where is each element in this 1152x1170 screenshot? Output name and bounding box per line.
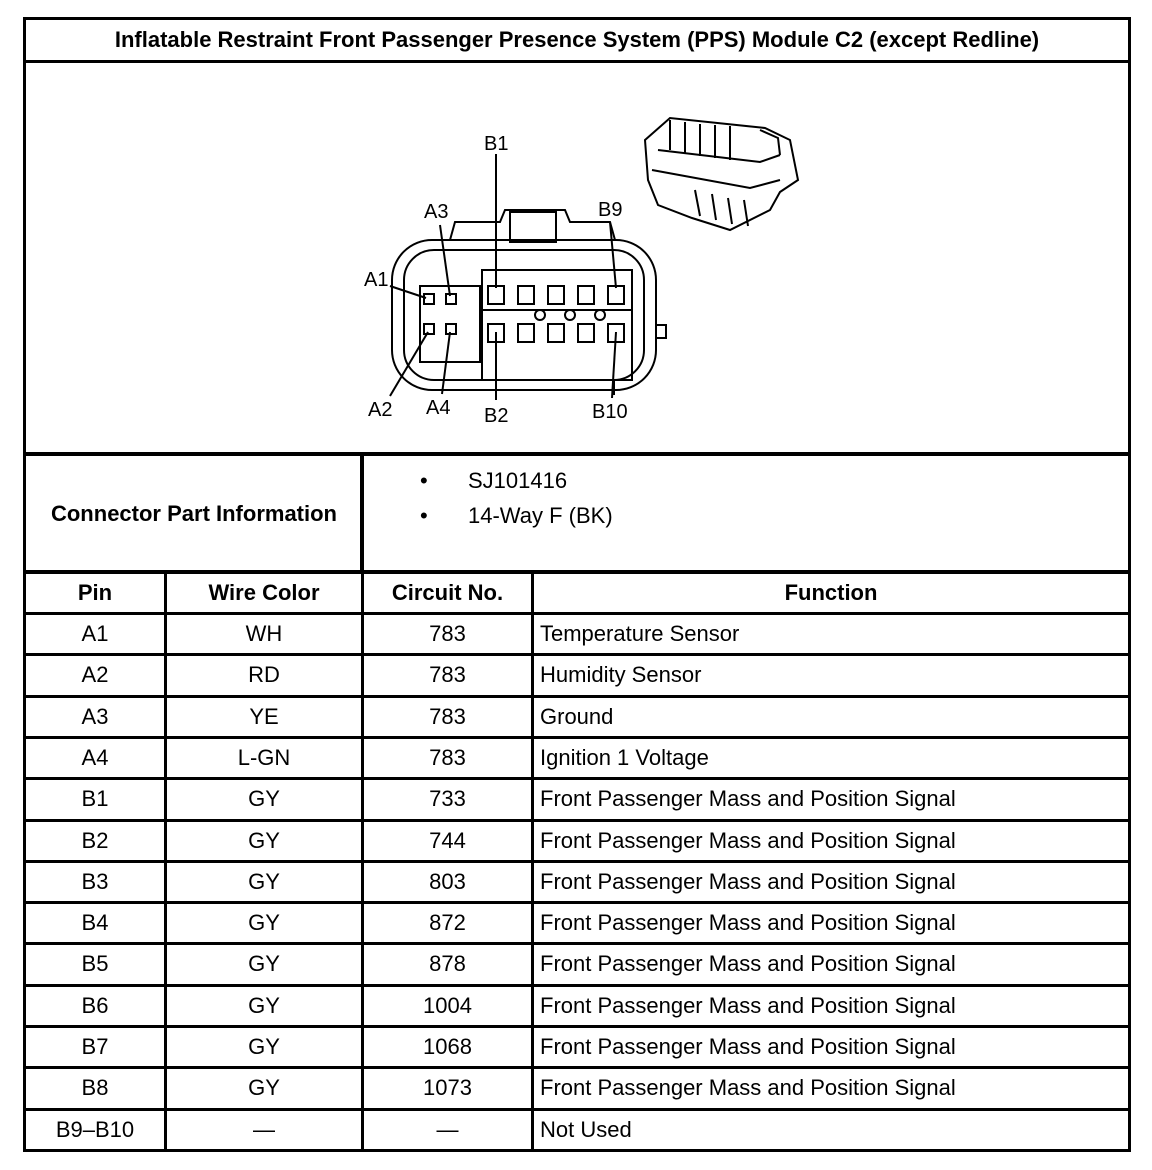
connector-diagram bbox=[340, 110, 820, 440]
leader-a2 bbox=[390, 332, 428, 396]
cell-wire-color: GY bbox=[248, 827, 280, 853]
part-number: SJ101416 bbox=[468, 468, 568, 493]
cell-circuit-no: 1004 bbox=[423, 992, 472, 1018]
cell-pin: B8 bbox=[81, 1074, 109, 1100]
diagram-separator bbox=[23, 452, 1131, 456]
cell-circuit-no: — bbox=[436, 1116, 459, 1142]
cell-circuit-no: 783 bbox=[429, 661, 466, 687]
cell-function: Ignition 1 Voltage bbox=[540, 744, 709, 770]
pin-label-b10: B10 bbox=[592, 401, 628, 423]
cell-function: Front Passenger Mass and Position Signal bbox=[540, 868, 956, 894]
cell-function: Front Passenger Mass and Position Signal bbox=[540, 827, 956, 853]
cell-function: Ground bbox=[540, 703, 614, 729]
header-wire-color: Wire Color bbox=[208, 580, 320, 605]
pin-label-a3: A3 bbox=[424, 201, 449, 223]
pin-label-a1: A1 bbox=[364, 269, 389, 291]
cell-function: Not Used bbox=[540, 1116, 632, 1142]
cell-pin: B1 bbox=[81, 785, 109, 811]
cell-function: Front Passenger Mass and Position Signal bbox=[540, 909, 956, 935]
cell-pin: B4 bbox=[81, 909, 109, 935]
pin-label-b2: B2 bbox=[484, 405, 509, 427]
cell-pin: B5 bbox=[81, 950, 109, 976]
pin-label-a2: A2 bbox=[368, 399, 393, 421]
cell-pin: B2 bbox=[81, 827, 109, 853]
cell-pin: A1 bbox=[81, 620, 109, 646]
cell-circuit-no: 872 bbox=[429, 909, 466, 935]
cell-pin: B3 bbox=[81, 868, 109, 894]
connector-iso-sketch bbox=[645, 118, 798, 230]
cell-pin: A4 bbox=[81, 744, 109, 770]
cell-circuit-no: 783 bbox=[429, 620, 466, 646]
cell-wire-color: GY bbox=[248, 1033, 280, 1059]
cell-circuit-no: 733 bbox=[429, 785, 466, 811]
cell-pin: B6 bbox=[81, 992, 109, 1018]
header-function: Function bbox=[784, 580, 878, 605]
cell-wire-color: RD bbox=[248, 661, 280, 687]
cell-wire-color: GY bbox=[248, 992, 280, 1018]
cell-wire-color: GY bbox=[248, 868, 280, 894]
cell-circuit-no: 878 bbox=[429, 950, 466, 976]
pin-label-a4: A4 bbox=[426, 397, 451, 419]
connector-body bbox=[392, 240, 656, 390]
table-row-divider bbox=[23, 1149, 1131, 1152]
cavity-a1 bbox=[424, 294, 434, 304]
pin-label-b1: B1 bbox=[484, 133, 509, 155]
cavity-a4 bbox=[446, 324, 456, 334]
cavity-b9 bbox=[608, 286, 624, 304]
connector-type: 14-Way F (BK) bbox=[468, 503, 613, 528]
cell-function: Temperature Sensor bbox=[540, 620, 740, 646]
cell-function: Front Passenger Mass and Position Signal bbox=[540, 950, 956, 976]
pin-label-b9: B9 bbox=[598, 199, 623, 221]
cell-function: Front Passenger Mass and Position Signal bbox=[540, 785, 956, 811]
connector-info-label: Connector Part Information bbox=[50, 501, 337, 526]
connector-info-item: • 14-Way F (BK) bbox=[420, 503, 613, 528]
connector-info-item: • SJ101416 bbox=[420, 468, 568, 493]
cell-function: Humidity Sensor bbox=[540, 661, 702, 687]
cavity-b1 bbox=[488, 286, 504, 304]
cell-wire-color: GY bbox=[248, 785, 280, 811]
cell-wire-color: GY bbox=[248, 909, 280, 935]
cell-wire-color: YE bbox=[249, 703, 279, 729]
cavity-a3 bbox=[446, 294, 456, 304]
cell-pin: A3 bbox=[81, 703, 109, 729]
cell-wire-color: L-GN bbox=[237, 744, 291, 770]
title-separator bbox=[23, 60, 1131, 63]
cell-circuit-no: 744 bbox=[429, 827, 466, 853]
cavity-a2 bbox=[424, 324, 434, 334]
cell-wire-color: GY bbox=[248, 950, 280, 976]
cell-wire-color: — bbox=[253, 1116, 275, 1142]
cell-wire-color: WH bbox=[245, 620, 283, 646]
header-pin: Pin bbox=[77, 580, 113, 605]
cell-wire-color: GY bbox=[248, 1074, 280, 1100]
cell-pin: B9–B10 bbox=[55, 1116, 135, 1142]
cell-pin: B7 bbox=[81, 1033, 109, 1059]
connector-latch bbox=[450, 210, 615, 240]
cell-circuit-no: 783 bbox=[429, 703, 466, 729]
cell-circuit-no: 1068 bbox=[423, 1033, 472, 1059]
cell-circuit-no: 1073 bbox=[423, 1074, 472, 1100]
page-title: Inflatable Restraint Front Passenger Presence System (PPS) Module C2 (except Redline) bbox=[114, 27, 1040, 52]
cell-circuit-no: 783 bbox=[429, 744, 466, 770]
cell-function: Front Passenger Mass and Position Signal bbox=[540, 1033, 956, 1059]
cell-function: Front Passenger Mass and Position Signal bbox=[540, 1074, 956, 1100]
cell-function: Front Passenger Mass and Position Signal bbox=[540, 992, 956, 1018]
header-circuit-no: Circuit No. bbox=[391, 580, 504, 605]
cell-circuit-no: 803 bbox=[429, 868, 466, 894]
cell-pin: A2 bbox=[81, 661, 109, 687]
